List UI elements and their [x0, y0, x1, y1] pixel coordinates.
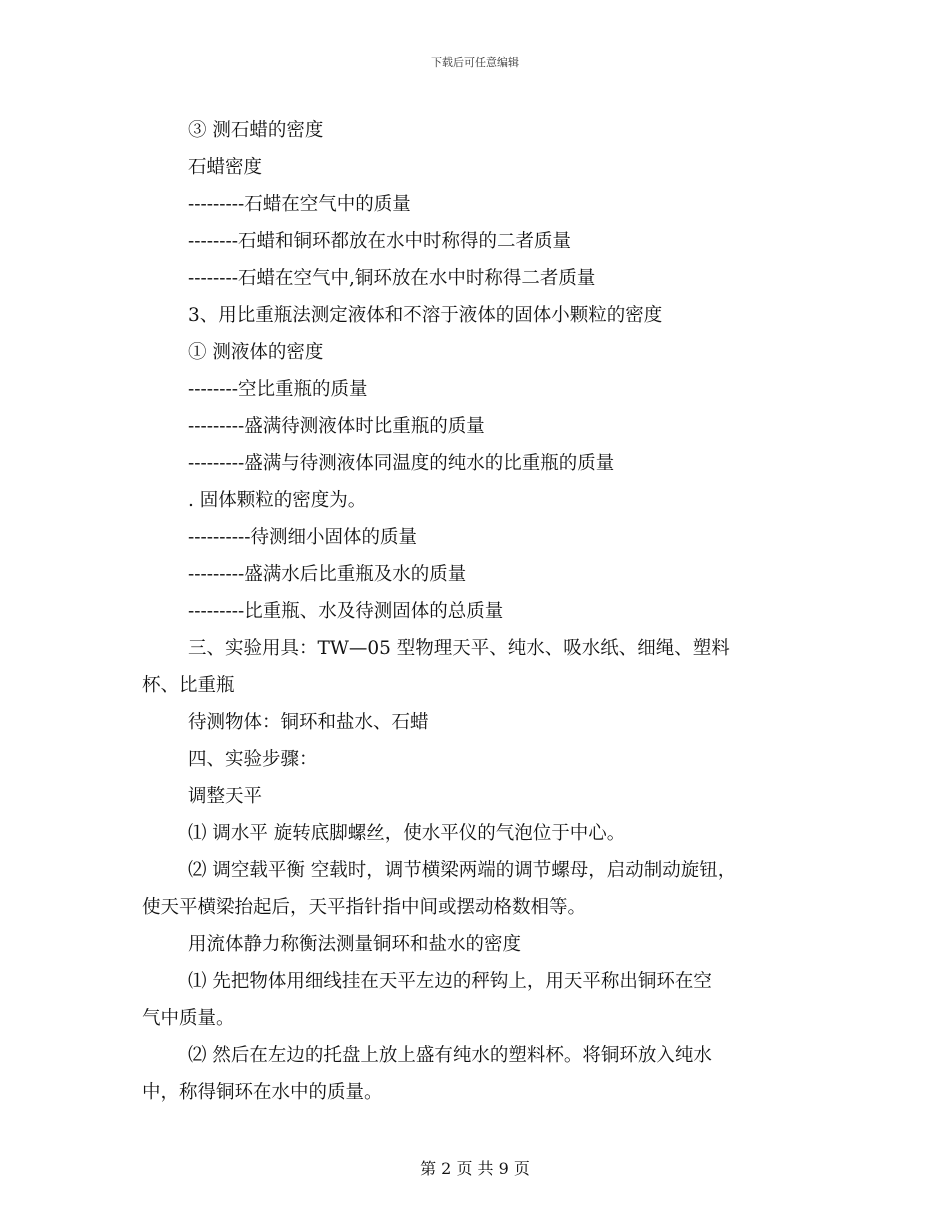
text-line: 中，称得铜环在水中的质量。 [142, 1082, 383, 1103]
text-line: . 固体颗粒的密度为。 [188, 490, 367, 511]
text-line: --------石蜡和铜环都放在水中时称得的二者质量 [188, 231, 572, 252]
page-number-footer: 第 2 页 共 9 页 [420, 1159, 530, 1178]
text-line: ---------比重瓶、水及待测固体的总质量 [188, 601, 504, 622]
text-line: 石蜡密度 [188, 157, 263, 178]
text-line: 用流体静力称衡法测量铜环和盐水的密度 [188, 934, 522, 955]
text-line: ⑵ 调空载平衡 空载时，调节横梁两端的调节螺母，启动制动旋钮， [188, 860, 737, 881]
text-line: 四、实验步骤： [188, 749, 318, 770]
text-line: ---------盛满与待测液体同温度的纯水的比重瓶的质量 [188, 453, 615, 474]
text-line: ⑵ 然后在左边的托盘上放上盛有纯水的塑料杯。将铜环放入纯水 [188, 1045, 712, 1066]
text-line: ---------石蜡在空气中的质量 [188, 194, 411, 215]
document-body [142, 112, 842, 1111]
text-line: 3、用比重瓶法测定液体和不溶于液体的固体小颗粒的密度 [188, 305, 663, 326]
text-line: 调整天平 [188, 786, 263, 807]
text-line: ① 测液体的密度 [188, 342, 324, 363]
text-line: ⑴ 调水平 旋转底脚螺丝，使水平仪的气泡位于中心。 [188, 823, 626, 844]
text-line: --------空比重瓶的质量 [188, 379, 368, 400]
text-line: ----------待测细小固体的质量 [188, 527, 418, 548]
text-line: ③ 测石蜡的密度 [188, 120, 324, 141]
page-header-note: 下载后可任意编辑 [431, 56, 519, 69]
text-line: 三、实验用具：TW—05 型物理天平、纯水、吸水纸、细绳、塑料 [188, 638, 730, 659]
text-line: ---------盛满水后比重瓶及水的质量 [188, 564, 467, 585]
text-line: ⑴ 先把物体用细线挂在天平左边的秤钩上，用天平称出铜环在空 [188, 971, 712, 992]
text-line: 使天平横梁抬起后，天平指针指中间或摆动格数相等。 [142, 897, 587, 918]
text-line: 杯、比重瓶 [142, 675, 235, 696]
text-line: 气中质量。 [142, 1008, 235, 1029]
text-line: ---------盛满待测液体时比重瓶的质量 [188, 416, 485, 437]
text-line: 待测物体：铜环和盐水、石蜡 [188, 712, 429, 733]
text-line: --------石蜡在空气中,铜环放在水中时称得二者质量 [188, 268, 596, 289]
